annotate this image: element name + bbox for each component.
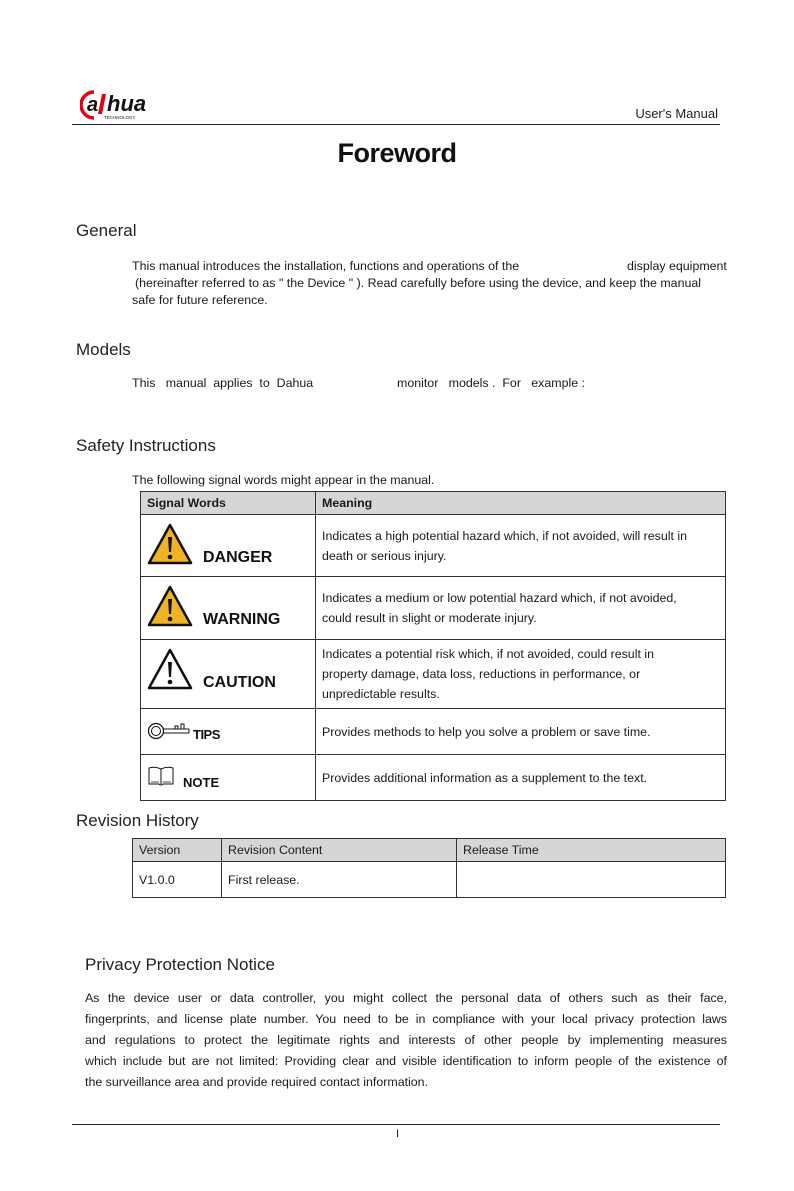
warning-triangle-outline-icon [147, 648, 193, 690]
safety-heading: Safety Instructions [76, 436, 216, 455]
signal-word: DANGER [203, 549, 273, 566]
privacy-line: fingerprints, and license plate number. You need to be in compliance with your local privacy protection laws [85, 1012, 727, 1026]
warning-triangle-filled-icon [147, 523, 193, 565]
privacy-paragraph [85, 988, 727, 1093]
meaning-cell [316, 640, 726, 709]
release-time-cell [457, 862, 726, 898]
meaning-line: could result in slight or moderate injury. [322, 611, 537, 625]
key-icon [147, 720, 191, 740]
table-row [141, 515, 726, 577]
privacy-line: As the device user or data controller, you might collect the personal data of others such as their face, [85, 991, 727, 1005]
page-number: I [396, 1128, 400, 1140]
table-row [141, 577, 726, 640]
column-header: Version [133, 839, 222, 862]
privacy-heading: Privacy Protection Notice [85, 955, 275, 974]
privacy-line: the surveillance area and provide required contact information. [85, 1075, 429, 1089]
version-cell: V1.0.0 [133, 862, 222, 898]
meaning-line: death or serious injury. [322, 548, 447, 563]
meaning-line: property damage, data loss, reductions in performance, or [322, 667, 641, 681]
models-text-a: This manual applies to Dahua [132, 376, 314, 390]
signal-word: NOTE [183, 775, 220, 790]
signal-word: TIPS [193, 727, 220, 742]
models-text-b: monitor models . For example : [397, 376, 585, 390]
meaning-cell [316, 709, 726, 755]
meaning-line: Provides methods to help you solve a problem or save time. [322, 724, 651, 739]
general-line-3: safe for future reference. [132, 293, 268, 307]
meaning-line: Indicates a medium or low potential hazard which, if not avoided, [322, 591, 677, 605]
column-header: Signal Words [141, 492, 316, 515]
general-paragraph [132, 258, 742, 309]
header-divider [72, 124, 720, 125]
models-heading: Models [76, 340, 131, 359]
signal-word: CAUTION [203, 674, 276, 691]
general-heading: General [76, 221, 137, 240]
meaning-line: Indicates a potential risk which, if not avoided, could result in [322, 647, 654, 661]
footer-divider [72, 1124, 720, 1125]
signal-cell [141, 640, 316, 709]
signal-cell [141, 755, 316, 801]
revision-heading: Revision History [76, 811, 199, 830]
meaning-cell [316, 755, 726, 801]
dahua-logo [80, 88, 180, 120]
meaning-line: Provides additional information as a supplement to the text. [322, 770, 648, 785]
brand-subtext: TECHNOLOGY [104, 115, 136, 120]
signal-cell [141, 515, 316, 577]
meaning-line: unpredictable results. [322, 687, 440, 701]
warning-triangle-filled-icon [147, 585, 193, 627]
general-line-1b: display equipment [627, 259, 727, 273]
brand-text: hua [107, 91, 147, 116]
privacy-line: and regulations to protect the legitimate rights and interests of other people by implementing measures [85, 1033, 727, 1047]
book-icon [147, 765, 175, 787]
meaning-line: Indicates a high potential hazard which, if not avoided, will result in [322, 528, 688, 543]
signal-cell [141, 577, 316, 640]
table-row [141, 709, 726, 755]
signal-word: WARNING [203, 611, 281, 628]
general-line-2: (hereinafter referred to as " the Device " ). Read carefully before using the device, and keep the manual [135, 276, 702, 290]
signal-cell [141, 709, 316, 755]
revision-content-cell: First release. [222, 862, 457, 898]
table-header-row [141, 492, 726, 515]
column-header: Revision Content [222, 839, 457, 862]
revision-table [132, 838, 726, 898]
signal-words-table [140, 491, 726, 801]
column-header: Release Time [457, 839, 726, 862]
manual-title: User's Manual [635, 106, 718, 121]
general-line-1a: This manual introduces the installation, functions and operations of the [132, 259, 520, 273]
privacy-line: which include but are not limited: Providing clear and visible identification to inform people of the existence of [85, 1054, 727, 1068]
column-header: Meaning [316, 492, 726, 515]
meaning-cell [316, 577, 726, 640]
svg-text:a: a [87, 94, 99, 116]
meaning-cell [316, 515, 726, 577]
table-header-row [133, 839, 726, 862]
page-title: Foreword [337, 138, 457, 168]
table-row [141, 755, 726, 801]
table-row [133, 862, 726, 898]
safety-intro: The following signal words might appear in the manual. [132, 473, 435, 487]
table-row [141, 640, 726, 709]
